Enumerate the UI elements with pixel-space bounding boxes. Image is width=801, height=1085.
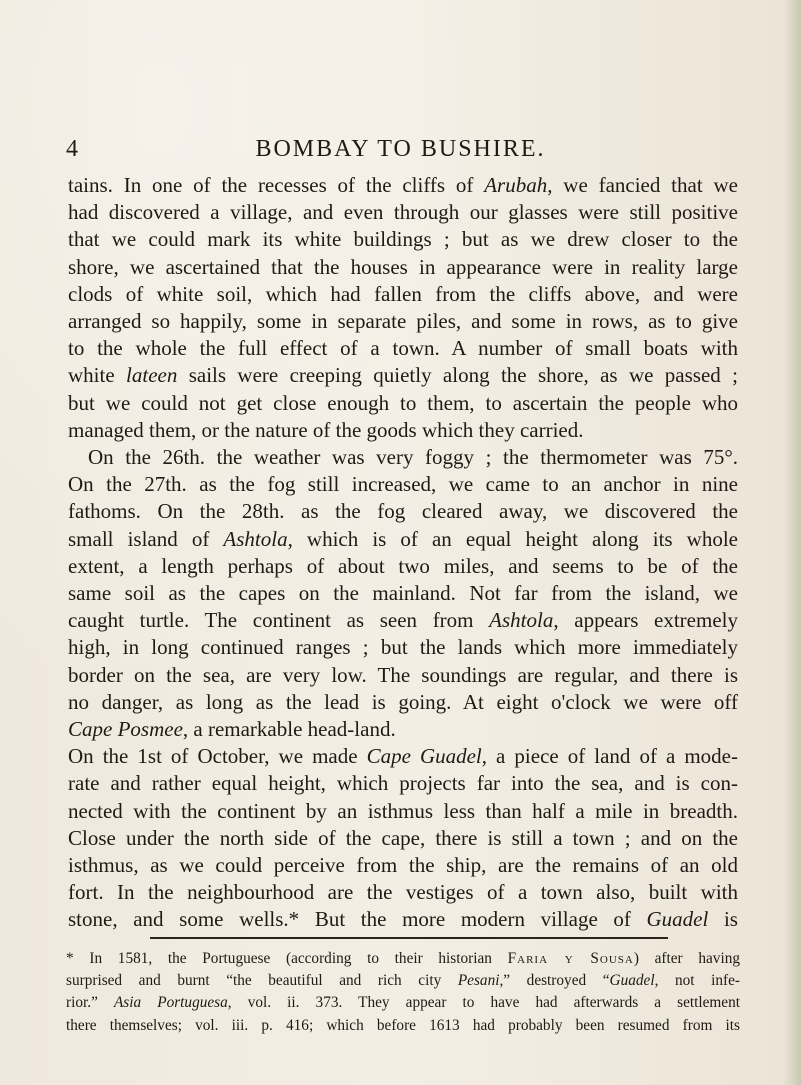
- italic-text: lateen: [126, 363, 178, 388]
- text-segment: had discovered a village, and even through our glasses were still positive: [68, 200, 738, 225]
- text-segment: same soil as the capes on the mainland. Not far from the island, we: [68, 581, 738, 606]
- text-segment: isthmus, as we could perceive from the ship, are the remains of an old: [68, 853, 738, 878]
- smallcaps-text: Faria y Sousa: [507, 950, 634, 967]
- italic-text: Pesani: [457, 972, 500, 990]
- text-line: [68, 390, 738, 417]
- text-segment: On the 27th. as the fog still increased, we came to an anchor in nine: [68, 472, 738, 497]
- text-line: [68, 852, 738, 879]
- page-header: [0, 136, 801, 166]
- text-line: [68, 226, 738, 253]
- text-segment: no danger, as long as the lead is going. At eight o'clock we were off: [68, 689, 738, 714]
- text-line: [68, 770, 738, 797]
- text-segment: , a piece of land of a mode-: [481, 744, 738, 769]
- text-segment: there themselves; vol. iii. p. 416; which before 1613 had probably been resumed from its: [66, 1016, 740, 1034]
- text-segment: white: [68, 363, 127, 388]
- italic-text: Arubah: [484, 173, 548, 197]
- text-line: [68, 417, 738, 444]
- text-segment: tains. In one of the recesses of the cliffs of: [68, 173, 485, 197]
- italic-text: Cape Posmee: [68, 717, 183, 742]
- text-segment: is: [708, 907, 738, 932]
- text-segment: high, in long continued ranges ; but the lands which more immediately: [68, 635, 738, 660]
- text-segment: , vol. ii. 373. They appear to have had afterwards a settlement: [227, 994, 740, 1012]
- text-line: [68, 335, 738, 362]
- text-line: [68, 607, 738, 634]
- footnote-line: [66, 970, 740, 992]
- text-line: [68, 308, 738, 335]
- text-segment: rate and rather equal height, which projects far into the sea, and is con-: [68, 771, 738, 796]
- text-segment: but we could not get close enough to them, to ascertain the people who: [68, 390, 738, 415]
- text-line: [68, 444, 738, 471]
- text-segment: arranged so happily, some in separate piles, and some in rows, as to give: [68, 309, 738, 334]
- text-segment: small island of: [68, 526, 224, 551]
- italic-text: Guadel: [646, 907, 709, 932]
- italic-text: Ashtola: [223, 526, 288, 551]
- text-line: [68, 798, 738, 825]
- main-text-block: [68, 172, 738, 934]
- text-line: [68, 553, 738, 580]
- text-segment: surprised and burnt “the beautiful and rich city: [66, 972, 458, 990]
- text-segment: nected with the continent by an isthmus less than half a mile in breadth.: [68, 798, 738, 823]
- text-segment: rior.”: [66, 994, 114, 1012]
- text-line: [68, 498, 738, 525]
- footnote-line: [66, 948, 740, 970]
- text-line: [68, 281, 738, 308]
- text-segment: managed them, or the nature of the goods which they carried.: [68, 417, 584, 442]
- text-line: [68, 172, 738, 199]
- text-segment: , appears extremely: [553, 608, 738, 633]
- text-segment: caught turtle. The continent as seen from: [68, 608, 490, 633]
- text-line: [68, 580, 738, 607]
- text-segment: border on the sea, are very low. The soundings are regular, and there is: [68, 662, 738, 687]
- text-segment: , we fancied that we: [547, 173, 738, 197]
- text-segment: stone, and some wells.* But the more modern village of: [68, 907, 647, 932]
- text-line: [68, 743, 738, 770]
- text-line: [68, 906, 738, 933]
- page-number: 4: [66, 136, 79, 162]
- italic-text: Guadel: [609, 972, 655, 990]
- running-head: BOMBAY TO BUSHIRE.: [255, 136, 546, 162]
- text-segment: fathoms. On the 28th. as the fog cleared away, we discovered the: [68, 499, 738, 524]
- text-line: [68, 689, 738, 716]
- text-line: [68, 825, 738, 852]
- footnote-rule: [150, 937, 668, 939]
- text-line: [68, 471, 738, 498]
- text-line: [68, 362, 738, 389]
- text-segment: extent, a length perhaps of about two miles, and seems to be of the: [68, 553, 738, 578]
- text-segment: On the 26th. the weather was very foggy ; the thermometer was 75°.: [88, 445, 738, 470]
- text-segment: that we could mark its white buildings ; but as we drew closer to the: [68, 227, 738, 252]
- text-segment: sails were creeping quietly along the shore, as we passed ;: [177, 363, 738, 388]
- text-segment: ,” destroyed “: [499, 972, 610, 990]
- text-line: [68, 662, 738, 689]
- text-segment: shore, we ascertained that the houses in appearance were in reality large: [68, 254, 738, 279]
- text-line: [68, 199, 738, 226]
- text-line: [68, 634, 738, 661]
- text-segment: * In 1581, the Portuguese (according to their historian: [66, 950, 508, 967]
- text-segment: ) after having: [633, 950, 740, 967]
- text-segment: , a remarkable head-land.: [182, 717, 396, 742]
- text-segment: clods of white soil, which had fallen from the cliffs above, and were: [68, 281, 738, 306]
- text-segment: , which is of an equal height along its whole: [287, 526, 738, 551]
- text-line: [68, 716, 738, 743]
- text-segment: to the whole the full effect of a town. A number of small boats with: [68, 336, 738, 361]
- text-segment: On the 1st of October, we made: [68, 744, 367, 769]
- footnote-line: [66, 1015, 740, 1037]
- text-segment: fort. In the neighbourhood are the vestiges of a town also, built with: [68, 880, 738, 905]
- text-segment: , not infe-: [654, 972, 741, 990]
- italic-text: Asia Portuguesa: [113, 994, 228, 1012]
- text-line: [68, 879, 738, 906]
- footnote-line: [66, 992, 740, 1014]
- italic-text: Ashtola: [489, 608, 554, 633]
- text-segment: Close under the north side of the cape, there is still a town ; and on the: [68, 825, 738, 850]
- italic-text: Cape Guadel: [366, 744, 482, 769]
- text-line: [68, 526, 738, 553]
- footnote-block: [66, 948, 740, 1037]
- text-line: [68, 254, 738, 281]
